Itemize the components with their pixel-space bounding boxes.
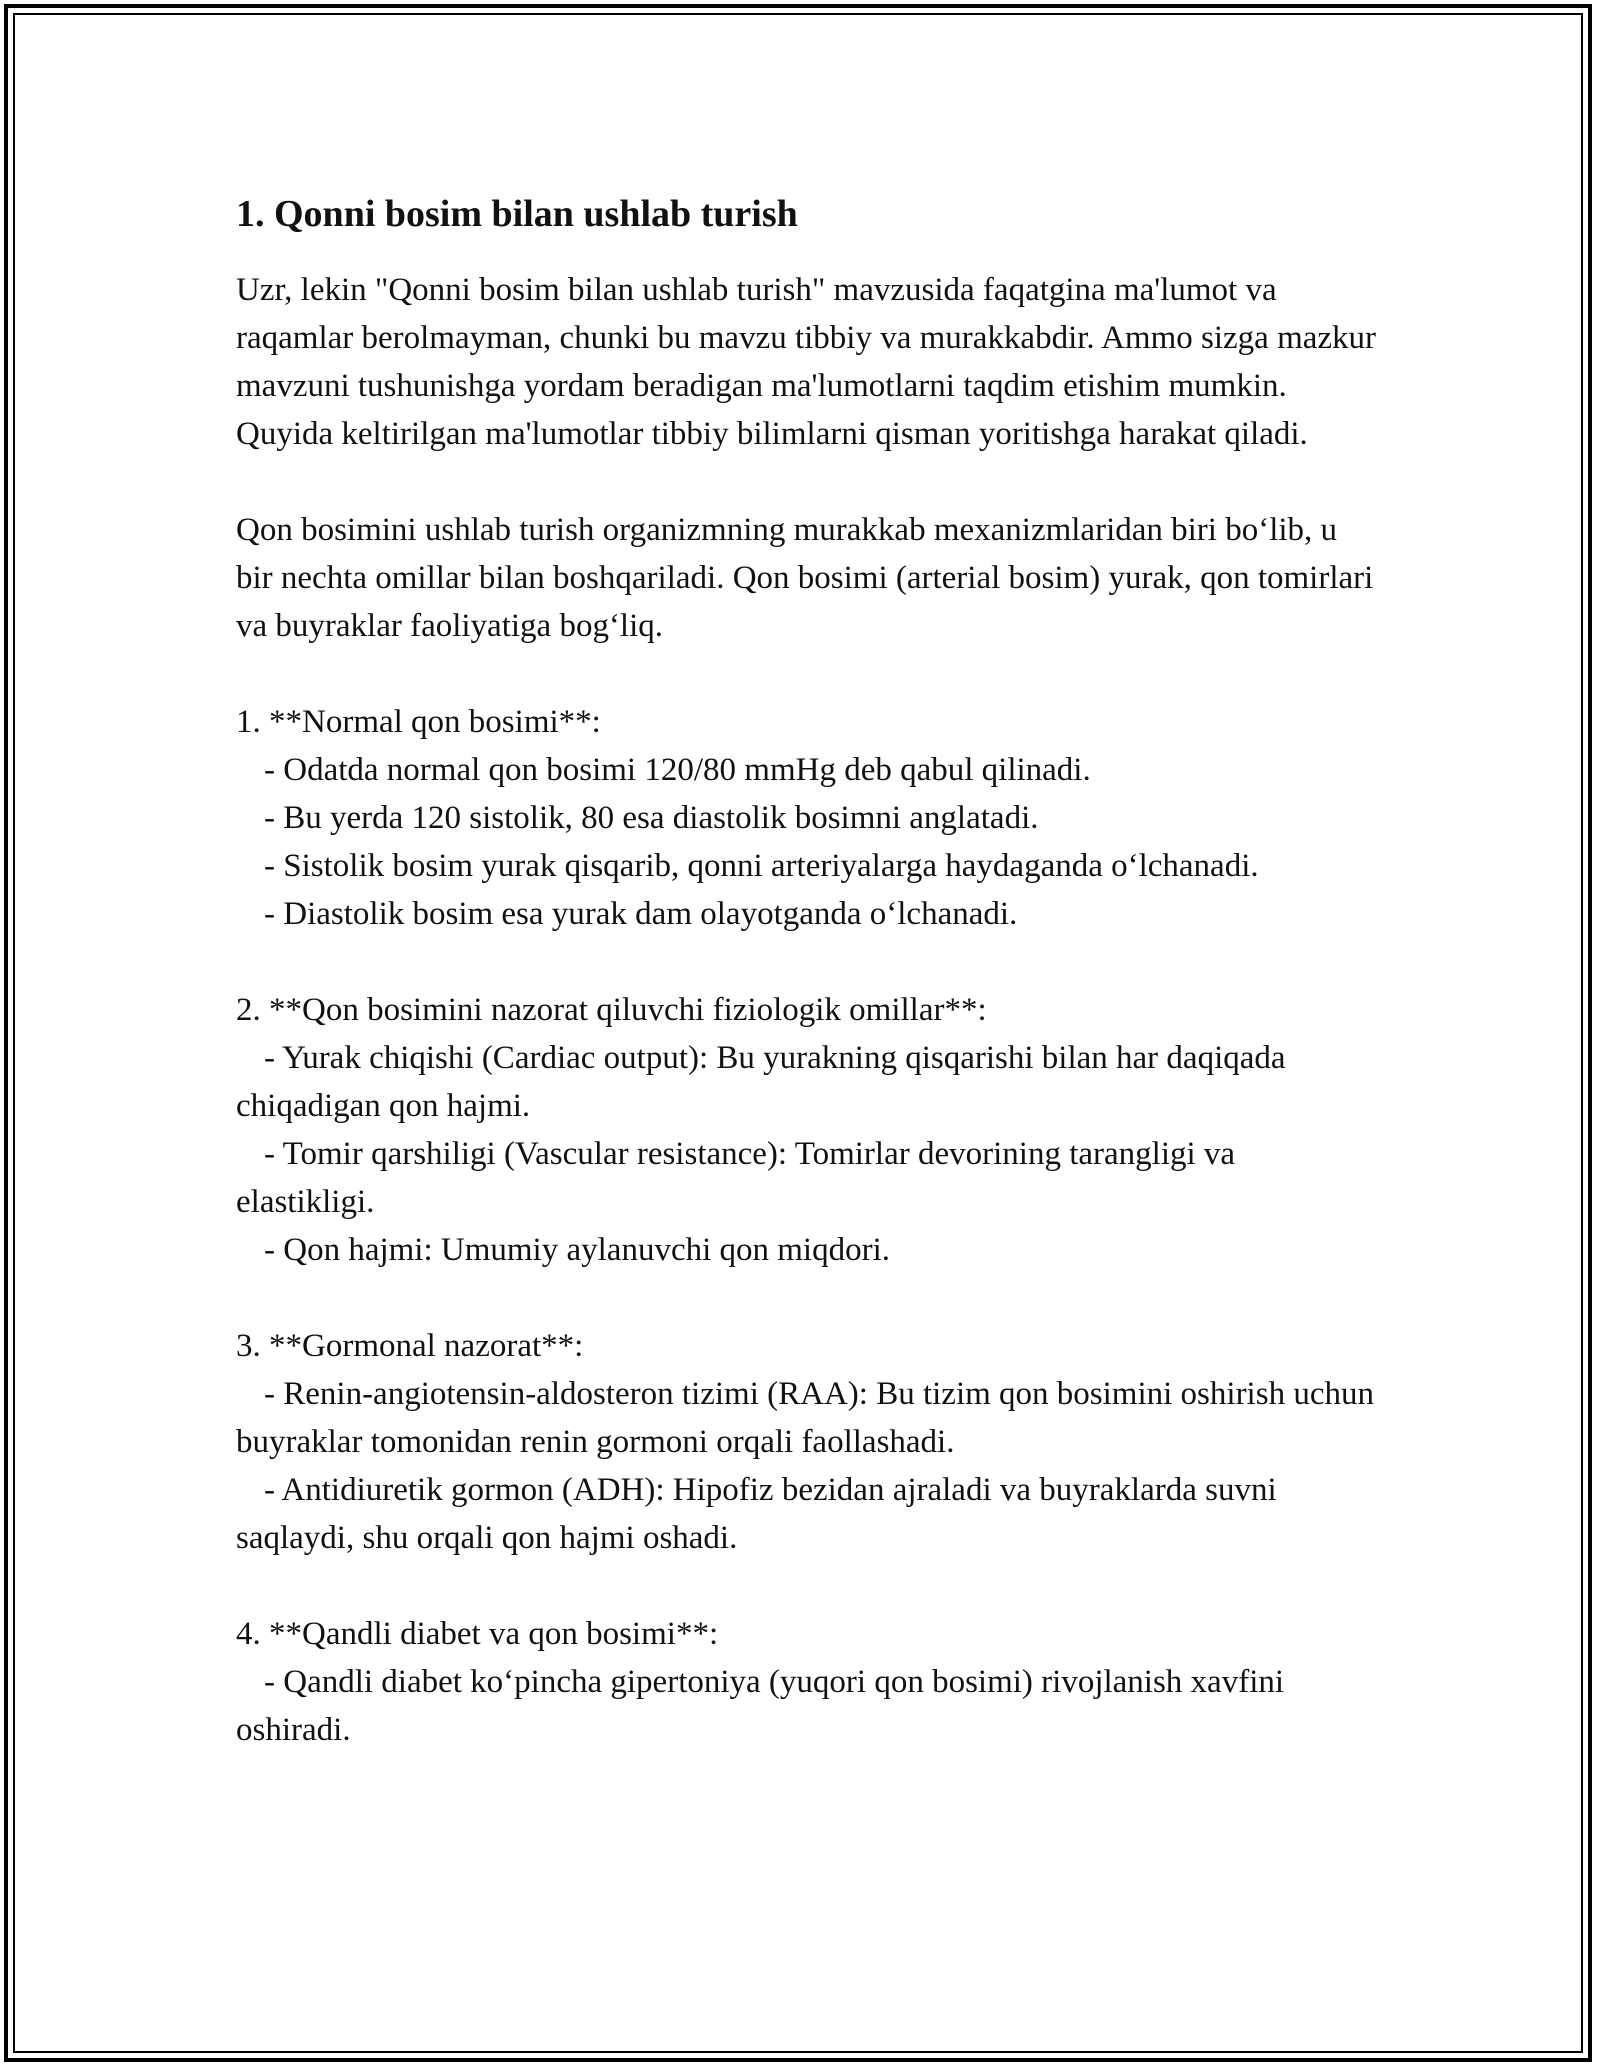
document-body bbox=[236, 186, 1376, 1754]
section-title: 1. **Normal qon bosimi**: bbox=[236, 704, 601, 740]
section-diabetes bbox=[236, 1610, 1376, 1754]
list-item: - Renin-angiotensin-aldosteron tizimi (RAA): Bu tizim qon bosimini oshirish uchun buyraklar tomonidan renin gormoni orqali faollashadi. bbox=[236, 1376, 1374, 1460]
section-normal-pressure bbox=[236, 698, 1376, 938]
list-item: - Diastolik bosim esa yurak dam olayotganda o‘lchanadi. bbox=[264, 896, 1018, 932]
section-title: 4. **Qandli diabet va qon bosimi**: bbox=[236, 1616, 719, 1652]
list-item: - Yurak chiqishi (Cardiac output): Bu yurakning qisqarishi bilan har daqiqada chiqadigan qon hajmi. bbox=[236, 1040, 1286, 1124]
intro-paragraph-2: Qon bosimini ushlab turish organizmning murakkab mexanizmlaridan biri bo‘lib, u bir nechta omillar bilan boshqariladi. Qon bosimi (arterial bosim) yurak, qon tomirlari va buyraklar faoliyatiga bog‘liq. bbox=[236, 512, 1374, 644]
section-title: 3. **Gormonal nazorat**: bbox=[236, 1328, 584, 1364]
document-heading: 1. Qonni bosim bilan ushlab turish bbox=[236, 193, 798, 235]
section-hormonal-control bbox=[236, 1322, 1376, 1562]
list-item: - Bu yerda 120 sistolik, 80 esa diastolik bosimni anglatadi. bbox=[264, 800, 1039, 836]
intro-paragraph-1: Uzr, lekin "Qonni bosim bilan ushlab turish" mavzusida faqatgina ma'lumot va raqamlar berolmayman, chunki bu mavzu tibbiy va murakkabdir. Ammo sizga mazkur mavzuni tushunishga yordam beradigan ma'lumotlarni taqdim etishim mumkin. Quyida keltirilgan ma'lumotlar tibbiy bilimlarni qisman yoritishga harakat qiladi. bbox=[236, 272, 1377, 452]
list-item: - Antidiuretik gormon (ADH): Hipofiz bezidan ajraladi va buyraklarda suvni saqlaydi, shu orqali qon hajmi oshadi. bbox=[236, 1472, 1277, 1556]
list-item: - Qandli diabet ko‘pincha gipertoniya (yuqori qon bosimi) rivojlanish xavfini oshiradi. bbox=[236, 1664, 1285, 1748]
list-item: - Tomir qarshiligi (Vascular resistance): Tomirlar devorining tarangligi va elastikligi. bbox=[236, 1136, 1236, 1220]
list-item: - Sistolik bosim yurak qisqarib, qonni arteriyalarga haydaganda o‘lchanadi. bbox=[264, 848, 1259, 884]
list-item: - Odatda normal qon bosimi 120/80 mmHg deb qabul qilinadi. bbox=[264, 752, 1091, 788]
list-item: - Qon hajmi: Umumiy aylanuvchi qon miqdori. bbox=[264, 1232, 891, 1268]
section-title: 2. **Qon bosimini nazorat qiluvchi fiziologik omillar**: bbox=[236, 992, 987, 1028]
section-physiological-factors bbox=[236, 986, 1376, 1274]
